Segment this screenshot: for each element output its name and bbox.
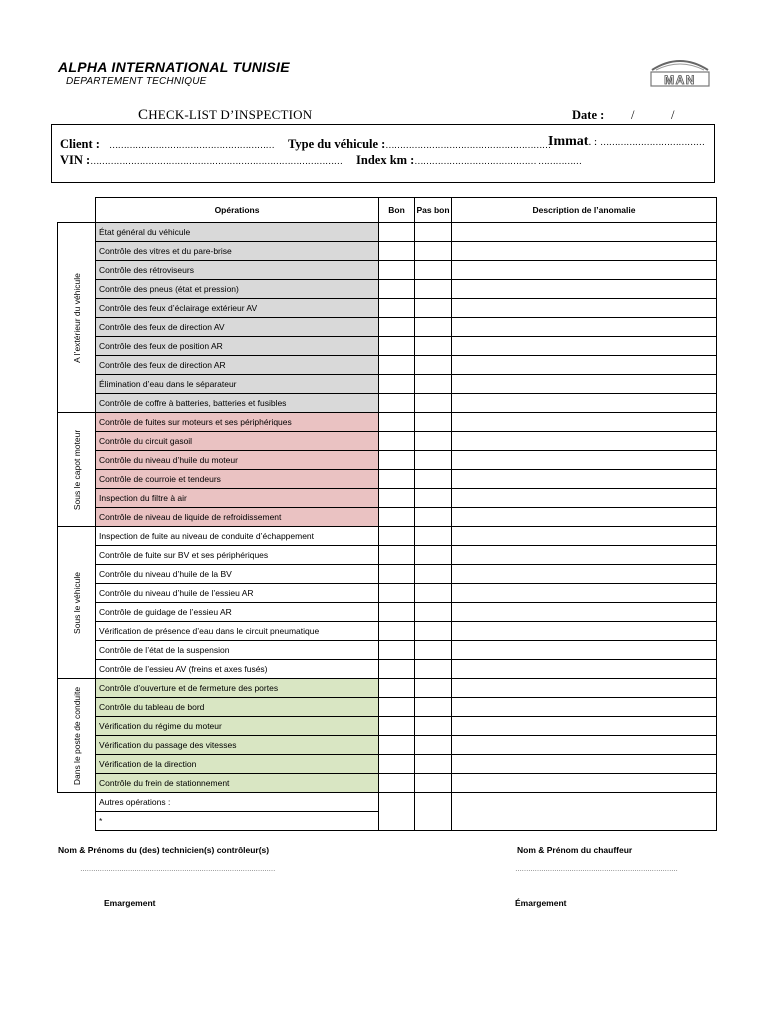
bon-checkbox-cell[interactable] <box>379 432 415 451</box>
operation-label: Contrôle de l’essieu AV (freins et axes fusés) <box>96 660 379 679</box>
pas-bon-checkbox-cell[interactable] <box>415 375 452 394</box>
date-separator: / <box>671 108 675 122</box>
table-row <box>58 527 717 546</box>
table-row <box>58 356 717 375</box>
bon-checkbox-cell[interactable] <box>379 356 415 375</box>
pas-bon-checkbox-cell[interactable] <box>415 489 452 508</box>
pas-bon-checkbox-cell[interactable] <box>415 261 452 280</box>
bon-checkbox-cell[interactable] <box>379 451 415 470</box>
technician-name-field[interactable]: ……………………………………………………………………………… <box>80 866 275 873</box>
table-row <box>58 413 717 432</box>
description-cell[interactable] <box>452 451 717 470</box>
bon-checkbox-cell[interactable] <box>379 546 415 565</box>
description-cell[interactable] <box>452 508 717 527</box>
operation-label: Contrôle des vitres et du pare-brise <box>96 242 379 261</box>
table-row <box>58 489 717 508</box>
table-row <box>58 470 717 489</box>
immat-dots: ……………………………… <box>600 137 705 147</box>
operation-label: Contrôle du niveau d’huile de la BV <box>96 565 379 584</box>
description-cell[interactable] <box>452 584 717 603</box>
table-row <box>58 603 717 622</box>
technician-signature-label: Emargement <box>104 898 156 908</box>
vin-label: VIN : <box>60 153 91 167</box>
table-body <box>58 223 717 831</box>
table-row <box>58 641 717 660</box>
operation-label: Inspection du filtre à air <box>96 489 379 508</box>
logo-text: MAN <box>664 73 696 87</box>
company-name: ALPHA INTERNATIONAL TUNISIE <box>58 59 290 75</box>
table-row <box>58 261 717 280</box>
table-row <box>58 299 717 318</box>
client-label: Client : <box>60 137 100 151</box>
operation-label: Vérification de présence d’eau dans le circuit pneumatique <box>96 622 379 641</box>
section-label: Sous le capot moteur <box>71 429 82 510</box>
operation-label: Contrôle du niveau d’huile de l’essieu AR <box>96 584 379 603</box>
bon-checkbox-cell[interactable] <box>379 527 415 546</box>
pas-bon-checkbox-cell[interactable] <box>415 356 452 375</box>
description-cell[interactable] <box>452 356 717 375</box>
bon-checkbox-cell[interactable] <box>379 603 415 622</box>
bon-checkbox-cell[interactable] <box>379 584 415 603</box>
bon-checkbox-cell[interactable] <box>379 394 415 413</box>
immat-field[interactable] <box>548 134 705 150</box>
description-cell[interactable] <box>452 736 717 755</box>
operation-label: Contrôle de courroie et tendeurs <box>96 470 379 489</box>
pas-bon-checkbox-cell[interactable] <box>415 508 452 527</box>
page-title <box>138 107 312 124</box>
description-cell[interactable] <box>452 603 717 622</box>
description-cell[interactable] <box>452 394 717 413</box>
operation-label: Contrôle du niveau d’huile du moteur <box>96 451 379 470</box>
description-cell[interactable] <box>452 546 717 565</box>
pas-bon-checkbox-cell[interactable] <box>415 679 452 698</box>
table-row <box>58 508 717 527</box>
header-description: Description de l’anomalie <box>452 198 717 223</box>
description-cell[interactable] <box>452 280 717 299</box>
pas-bon-checkbox-cell[interactable] <box>415 622 452 641</box>
driver-signature-label: Émargement <box>515 898 567 908</box>
bon-checkbox-cell[interactable] <box>379 736 415 755</box>
description-cell[interactable] <box>452 318 717 337</box>
bon-checkbox-cell[interactable] <box>379 755 415 774</box>
table-row <box>58 451 717 470</box>
pas-bon-checkbox-cell[interactable] <box>415 546 452 565</box>
bon-checkbox-cell[interactable] <box>379 413 415 432</box>
section-label: Dans le poste de conduite <box>71 686 82 785</box>
description-cell[interactable] <box>452 432 717 451</box>
bon-checkbox-cell[interactable] <box>379 223 415 242</box>
immat-label: Immat <box>548 134 589 149</box>
section-label-cell <box>58 413 96 527</box>
description-cell[interactable] <box>452 375 717 394</box>
table-row <box>58 755 717 774</box>
table-row <box>58 698 717 717</box>
operation-label: Contrôle du circuit gasoil <box>96 432 379 451</box>
index-km-dots: …………………………………… …………… <box>414 156 582 166</box>
section-label-cell <box>58 679 96 793</box>
bon-checkbox-cell[interactable] <box>379 261 415 280</box>
bon-checkbox-cell[interactable] <box>379 508 415 527</box>
immat-colon: . : <box>588 136 597 148</box>
pas-bon-checkbox-cell[interactable] <box>415 774 452 793</box>
section-label-cell <box>58 223 96 413</box>
description-cell[interactable] <box>452 527 717 546</box>
driver-label: Nom & Prénom du chauffeur <box>517 845 633 855</box>
header-bon: Bon <box>379 198 415 223</box>
table-row <box>58 736 717 755</box>
table-row <box>58 223 717 242</box>
operation-label: Contrôle du frein de stationnement <box>96 774 379 793</box>
index-km-label: Index km : <box>356 153 415 167</box>
title-rest: HECK-LIST D’INSPECTION <box>148 107 313 122</box>
description-cell[interactable] <box>452 470 717 489</box>
inspection-table <box>57 197 717 831</box>
operation-label: Contrôle des feux de direction AV <box>96 318 379 337</box>
bon-checkbox-cell[interactable] <box>379 660 415 679</box>
client-dots: ………………………………………………… <box>109 140 275 150</box>
description-cell[interactable] <box>452 413 717 432</box>
section-label: A l’extérieur du véhicule <box>71 272 82 363</box>
table-row <box>58 679 717 698</box>
operation-label: Contrôle de guidage de l’essieu AR <box>96 603 379 622</box>
table-row <box>58 337 717 356</box>
table-row <box>58 546 717 565</box>
description-cell[interactable] <box>452 489 717 508</box>
description-cell[interactable] <box>452 774 717 793</box>
table-row <box>58 318 717 337</box>
table-row <box>58 660 717 679</box>
bon-checkbox-cell[interactable] <box>379 337 415 356</box>
header-operations: Opérations <box>96 198 379 223</box>
operation-label: Contrôle des feux d’éclairage extérieur AV <box>96 299 379 318</box>
client-field[interactable] <box>60 137 274 152</box>
title-initial: C <box>138 107 149 123</box>
pas-bon-checkbox-cell[interactable] <box>415 432 452 451</box>
operation-label: Contrôle de fuites sur moteurs et ses périphériques <box>96 413 379 432</box>
pas-bon-checkbox-cell[interactable] <box>415 603 452 622</box>
date-separator: / <box>631 108 635 122</box>
description-cell[interactable] <box>452 242 717 261</box>
pas-bon-checkbox-cell[interactable] <box>415 318 452 337</box>
vin-field[interactable] <box>60 153 343 168</box>
vin-dots: …………………………………………………………………………… <box>90 156 343 166</box>
operation-label: Vérification de la direction <box>96 755 379 774</box>
department-name: DEPARTEMENT TECHNIQUE <box>66 76 207 87</box>
other-operation-input[interactable]: * <box>96 812 379 831</box>
description-cell[interactable] <box>452 698 717 717</box>
pas-bon-checkbox-cell[interactable] <box>415 736 452 755</box>
table-row <box>58 394 717 413</box>
description-cell[interactable] <box>452 641 717 660</box>
section-label: Sous le véhicule <box>71 571 82 634</box>
operation-label: Contrôle de niveau de liquide de refroidissement <box>96 508 379 527</box>
operation-label: État général du véhicule <box>96 223 379 242</box>
pas-bon-checkbox-cell[interactable] <box>415 565 452 584</box>
vehicle-type-label: Type du véhicule : <box>288 137 386 151</box>
description-cell[interactable] <box>452 755 717 774</box>
operation-label: Vérification du régime du moteur <box>96 717 379 736</box>
pas-bon-checkbox-cell[interactable] <box>415 280 452 299</box>
date-label: Date : <box>572 108 605 122</box>
pas-bon-checkbox-cell[interactable] <box>415 527 452 546</box>
pas-bon-checkbox-cell[interactable] <box>415 660 452 679</box>
table-row <box>58 793 717 812</box>
bon-checkbox-cell[interactable] <box>379 470 415 489</box>
table-row <box>58 584 717 603</box>
vehicle-type-dots: ………………………………………………… <box>385 140 551 150</box>
row-spacer <box>58 793 96 831</box>
pas-bon-checkbox-cell[interactable] <box>415 641 452 660</box>
bon-checkbox-cell[interactable] <box>379 793 415 831</box>
bon-checkbox-cell[interactable] <box>379 242 415 261</box>
operation-label: Inspection de fuite au niveau de conduite d’échappement <box>96 527 379 546</box>
vehicle-info-box <box>51 124 715 183</box>
header-spacer <box>58 198 96 223</box>
operation-label: Élimination d’eau dans le séparateur <box>96 375 379 394</box>
description-cell[interactable] <box>452 223 717 242</box>
pas-bon-checkbox-cell[interactable] <box>415 242 452 261</box>
bon-checkbox-cell[interactable] <box>379 641 415 660</box>
pas-bon-checkbox-cell[interactable] <box>415 223 452 242</box>
bon-checkbox-cell[interactable] <box>379 565 415 584</box>
operation-label: Contrôle des rétroviseurs <box>96 261 379 280</box>
operation-label: Contrôle de fuite sur BV et ses périphériques <box>96 546 379 565</box>
bon-checkbox-cell[interactable] <box>379 280 415 299</box>
table-row <box>58 280 717 299</box>
bon-checkbox-cell[interactable] <box>379 622 415 641</box>
table-row <box>58 375 717 394</box>
pas-bon-checkbox-cell[interactable] <box>415 470 452 489</box>
table-header-row <box>58 198 717 223</box>
table-row <box>58 717 717 736</box>
table-row <box>58 774 717 793</box>
other-operations-label: Autres opérations : <box>96 793 379 812</box>
bon-checkbox-cell[interactable] <box>379 299 415 318</box>
pas-bon-checkbox-cell[interactable] <box>415 793 452 831</box>
table-row <box>58 432 717 451</box>
bon-checkbox-cell[interactable] <box>379 489 415 508</box>
operation-label: Contrôle des feux de position AR <box>96 337 379 356</box>
header-pas-bon: Pas bon <box>415 198 452 223</box>
description-cell[interactable] <box>452 793 717 831</box>
bon-checkbox-cell[interactable] <box>379 375 415 394</box>
section-label-cell <box>58 527 96 679</box>
pas-bon-checkbox-cell[interactable] <box>415 755 452 774</box>
table-row <box>58 565 717 584</box>
man-logo <box>648 56 712 92</box>
description-cell[interactable] <box>452 299 717 318</box>
driver-name-field[interactable]: ………………………………………………………………… <box>515 866 678 873</box>
technician-label: Nom & Prénoms du (des) technicien(s) contrôleur(s) <box>58 845 270 855</box>
description-cell[interactable] <box>452 261 717 280</box>
operation-label: Contrôle du tableau de bord <box>96 698 379 717</box>
vehicle-type-field[interactable] <box>288 137 551 152</box>
pas-bon-checkbox-cell[interactable] <box>415 717 452 736</box>
operation-label: Contrôle de l’état de la suspension <box>96 641 379 660</box>
operation-label: Contrôle des pneus (état et pression) <box>96 280 379 299</box>
description-cell[interactable] <box>452 717 717 736</box>
description-cell[interactable] <box>452 622 717 641</box>
pas-bon-checkbox-cell[interactable] <box>415 413 452 432</box>
bon-checkbox-cell[interactable] <box>379 774 415 793</box>
bon-checkbox-cell[interactable] <box>379 318 415 337</box>
pas-bon-checkbox-cell[interactable] <box>415 394 452 413</box>
bon-checkbox-cell[interactable] <box>379 717 415 736</box>
bon-checkbox-cell[interactable] <box>379 698 415 717</box>
description-cell[interactable] <box>452 679 717 698</box>
table-row <box>58 622 717 641</box>
description-cell[interactable] <box>452 337 717 356</box>
operation-label: Vérification du passage des vitesses <box>96 736 379 755</box>
date-field[interactable] <box>572 108 692 124</box>
pas-bon-checkbox-cell[interactable] <box>415 337 452 356</box>
pas-bon-checkbox-cell[interactable] <box>415 299 452 318</box>
pas-bon-checkbox-cell[interactable] <box>415 584 452 603</box>
table-row <box>58 242 717 261</box>
description-cell[interactable] <box>452 565 717 584</box>
operation-label: Contrôle de coffre à batteries, batteries et fusibles <box>96 394 379 413</box>
pas-bon-checkbox-cell[interactable] <box>415 698 452 717</box>
bon-checkbox-cell[interactable] <box>379 679 415 698</box>
index-km-field[interactable] <box>356 153 582 168</box>
description-cell[interactable] <box>452 660 717 679</box>
pas-bon-checkbox-cell[interactable] <box>415 451 452 470</box>
operation-label: Contrôle des feux de direction AR <box>96 356 379 375</box>
operation-label: Contrôle d’ouverture et de fermeture des portes <box>96 679 379 698</box>
